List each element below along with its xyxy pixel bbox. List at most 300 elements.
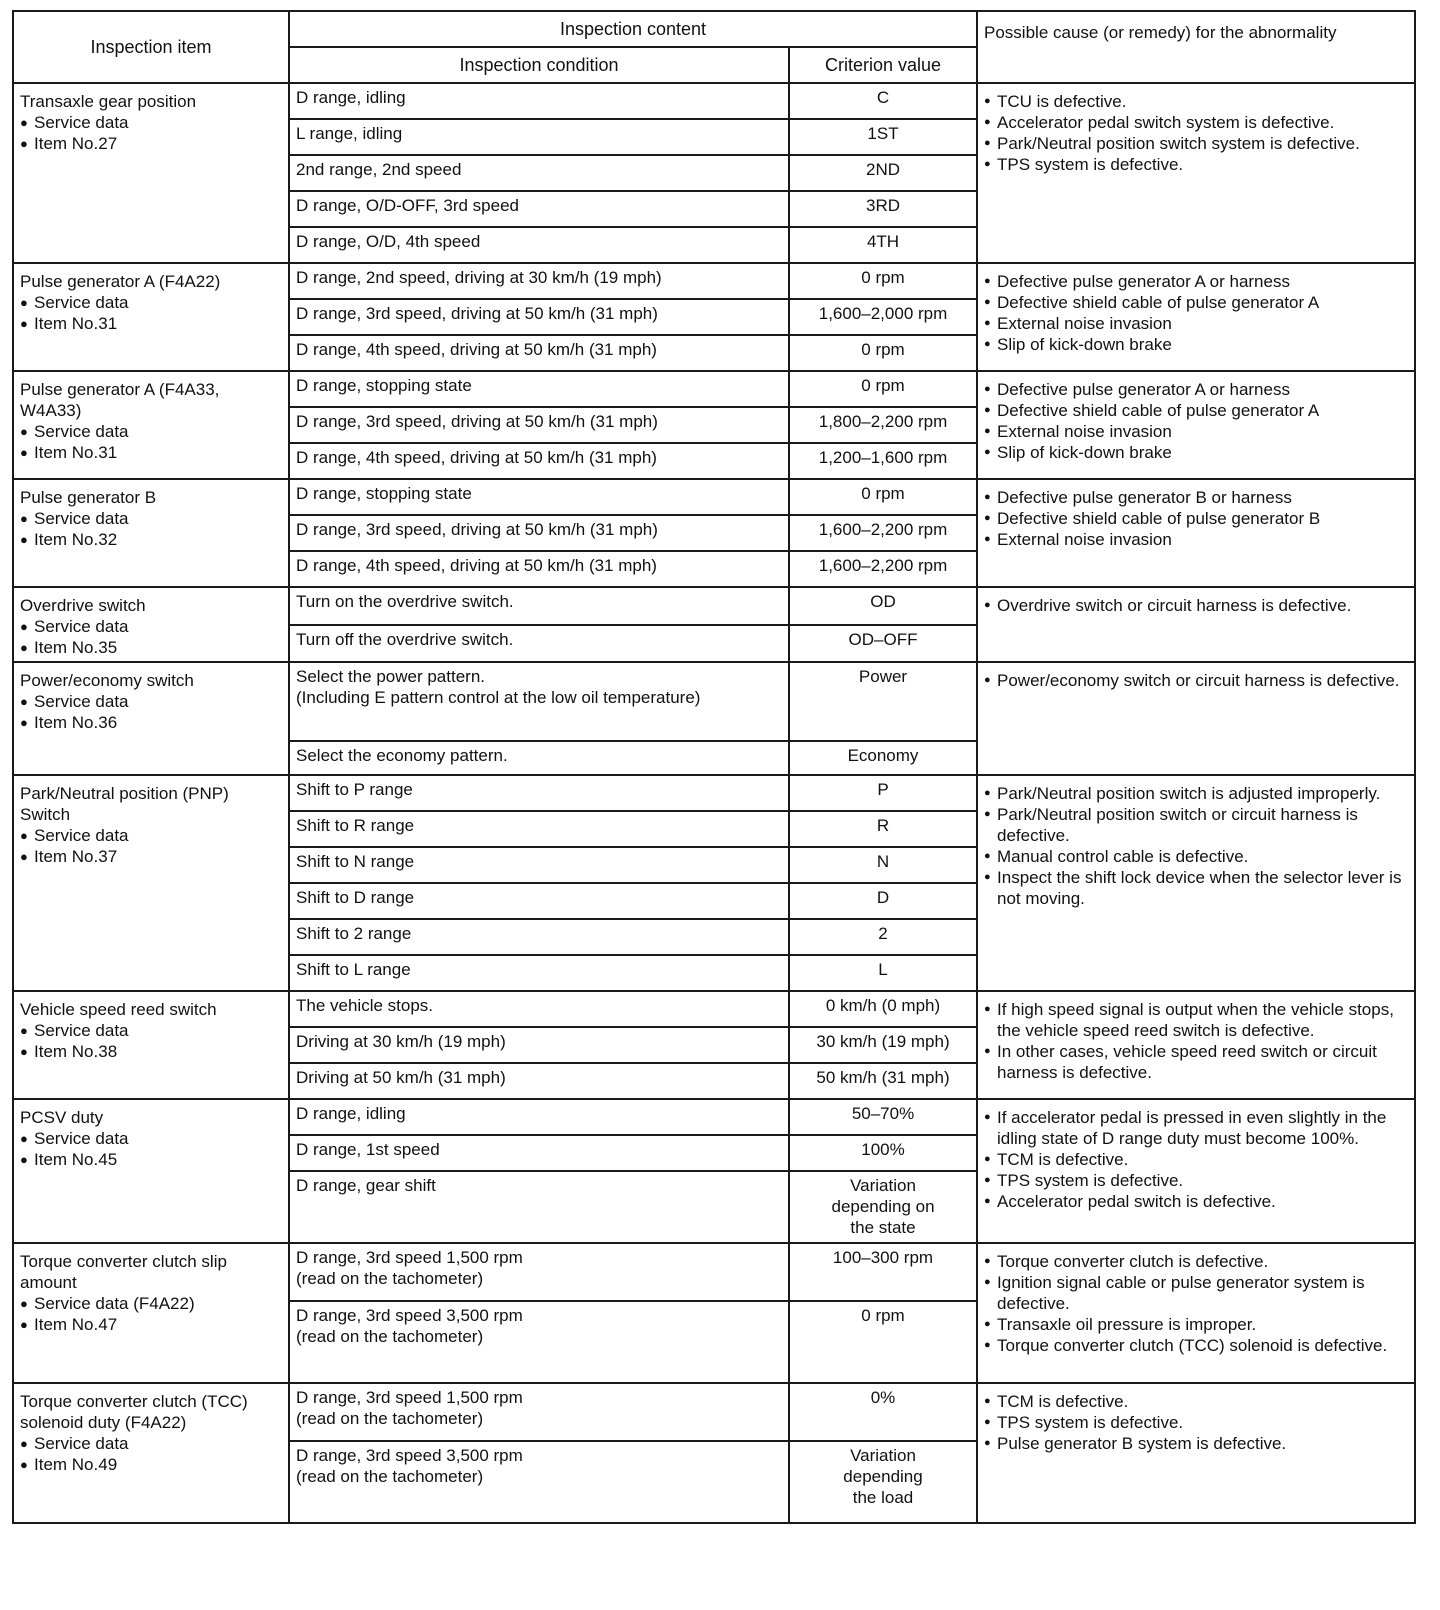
criterion-value-cell — [789, 1383, 977, 1441]
criterion-value-cell — [789, 587, 977, 625]
sub-text: Service data — [34, 509, 129, 528]
cause-item: ● Defective shield cable of pulse generator B — [984, 508, 1408, 529]
inspection-condition-cell — [289, 741, 789, 775]
inspection-item-title: Pulse generator A (F4A33, W4A33) — [20, 380, 220, 420]
criterion-value: 1,600–2,200 rpm — [818, 520, 948, 539]
inspection-item-sub — [20, 712, 282, 733]
cause-item: ● Inspect the shift lock device when the selector lever is not moving. — [984, 867, 1408, 909]
cause-item: ● Accelerator pedal switch system is defective. — [984, 112, 1408, 133]
criterion-value-cell — [789, 775, 977, 811]
cause-list — [984, 487, 1408, 550]
cause-item: ● TCM is defective. — [984, 1391, 1408, 1412]
inspection-condition-cell — [289, 625, 789, 663]
inspection-item-sub — [20, 112, 282, 133]
inspection-item-cell — [13, 662, 289, 775]
inspection-condition: Turn off the overdrive switch. — [296, 629, 514, 649]
inspection-item-sub — [20, 1293, 282, 1314]
sub-text: Item No.35 — [34, 638, 118, 657]
inspection-condition-cell — [289, 883, 789, 919]
sub-text: Service data — [34, 692, 129, 711]
cause-item: ● Torque converter clutch (TCC) solenoid is defective. — [984, 1335, 1408, 1356]
sub-text: Item No.36 — [34, 713, 118, 732]
criterion-value: 0 km/h (0 mph) — [825, 996, 941, 1015]
inspection-condition: Select the power pattern. (Including E pattern control at the low oil temperature) — [296, 667, 701, 707]
criterion-value-cell — [789, 335, 977, 371]
cause-item: ● If high speed signal is output when the vehicle stops, the vehicle speed reed switch is defective. — [984, 999, 1408, 1041]
inspection-condition: 2nd range, 2nd speed — [296, 160, 462, 179]
inspection-sheet — [12, 10, 1416, 1524]
inspection-condition-cell — [289, 551, 789, 587]
bullet-icon: ● — [20, 1131, 28, 1146]
inspection-condition: Driving at 50 km/h (31 mph) — [296, 1068, 506, 1087]
table-row — [13, 1383, 1415, 1441]
table-row — [13, 662, 1415, 741]
inspection-condition-cell — [289, 299, 789, 335]
bullet-icon: ● — [20, 1152, 28, 1167]
header-row-top — [13, 11, 1415, 47]
bullet-icon: ● — [20, 828, 28, 843]
table-row — [13, 775, 1415, 811]
inspection-condition-cell — [289, 662, 789, 741]
possible-cause-cell — [977, 371, 1415, 479]
inspection-item-sub — [20, 1454, 282, 1475]
bullet-icon: ● — [20, 115, 28, 130]
inspection-condition-cell — [289, 191, 789, 227]
inspection-condition-cell — [289, 1383, 789, 1441]
inspection-condition-cell — [289, 155, 789, 191]
inspection-condition: D range, 2nd speed, driving at 30 km/h (19 mph) — [296, 268, 662, 287]
table-body — [13, 83, 1415, 1523]
criterion-value: 0 rpm — [861, 268, 905, 287]
inspection-condition: Shift to 2 range — [296, 924, 412, 943]
criterion-value: 50 km/h (31 mph) — [816, 1068, 950, 1087]
inspection-condition-cell — [289, 1301, 789, 1383]
inspection-item-sub — [20, 1020, 282, 1041]
bullet-icon: ● — [20, 1023, 28, 1038]
cause-item: ● External noise invasion — [984, 529, 1408, 550]
criterion-value: 0 rpm — [861, 376, 905, 395]
cause-item: ● TPS system is defective. — [984, 1170, 1408, 1191]
header-inspection-condition: Inspection condition — [289, 47, 789, 83]
inspection-condition-cell — [289, 847, 789, 883]
inspection-item-sub — [20, 691, 282, 712]
bullet-icon: ● — [20, 1317, 28, 1332]
criterion-value-cell — [789, 662, 977, 741]
inspection-condition: D range, stopping state — [296, 484, 472, 503]
sub-text: Item No.37 — [34, 847, 118, 866]
bullet-icon: ● — [20, 445, 28, 460]
criterion-value-cell — [789, 299, 977, 335]
possible-cause-cell — [977, 83, 1415, 263]
inspection-condition: D range, 1st speed — [296, 1140, 440, 1159]
inspection-table — [12, 10, 1416, 1524]
criterion-value: 1,600–2,000 rpm — [818, 304, 948, 323]
inspection-condition-cell — [289, 407, 789, 443]
inspection-item-title: Pulse generator B — [20, 488, 157, 507]
inspection-condition-cell — [289, 443, 789, 479]
inspection-condition-cell — [289, 515, 789, 551]
criterion-value-cell — [789, 227, 977, 263]
inspection-condition-cell — [289, 775, 789, 811]
header-inspection-item: Inspection item — [13, 11, 289, 83]
criterion-value: 100% — [861, 1140, 905, 1159]
table-row — [13, 83, 1415, 119]
criterion-value: N — [876, 852, 890, 871]
inspection-item-title: Overdrive switch — [20, 596, 146, 615]
criterion-value-cell — [789, 1063, 977, 1099]
possible-cause-cell — [977, 991, 1415, 1099]
criterion-value: 1,800–2,200 rpm — [818, 412, 948, 431]
inspection-condition-cell — [289, 83, 789, 119]
inspection-item-sub — [20, 825, 282, 846]
sub-text: Service data — [34, 826, 129, 845]
sub-text: Item No.27 — [34, 134, 118, 153]
criterion-value-cell — [789, 155, 977, 191]
inspection-item-cell — [13, 83, 289, 263]
inspection-condition: Shift to D range — [296, 888, 415, 907]
cause-item: ● TCU is defective. — [984, 91, 1408, 112]
sub-text: Service data — [34, 113, 129, 132]
inspection-item-sub — [20, 637, 282, 658]
inspection-condition-cell — [289, 1135, 789, 1171]
table-row — [13, 371, 1415, 407]
cause-item: ● TPS system is defective. — [984, 1412, 1408, 1433]
sub-text: Service data — [34, 422, 129, 441]
inspection-item-title: Vehicle speed reed switch — [20, 1000, 217, 1019]
header-criterion-value: Criterion value — [789, 47, 977, 83]
inspection-condition: D range, 3rd speed 1,500 rpm (read on the tachometer) — [296, 1248, 523, 1288]
cause-item: ● Pulse generator B system is defective. — [984, 1433, 1408, 1454]
cause-list — [984, 1391, 1408, 1454]
inspection-condition-cell — [289, 1171, 789, 1243]
cause-list — [984, 783, 1408, 909]
sub-text: Item No.32 — [34, 530, 118, 549]
bullet-icon: ● — [20, 1044, 28, 1059]
criterion-value-cell — [789, 1441, 977, 1523]
criterion-value-cell — [789, 1027, 977, 1063]
inspection-condition: D range, 3rd speed 1,500 rpm (read on the tachometer) — [296, 1388, 523, 1428]
cause-list — [984, 1107, 1408, 1212]
inspection-item-sub — [20, 1314, 282, 1335]
bullet-icon: ● — [20, 1457, 28, 1472]
inspection-condition-cell — [289, 919, 789, 955]
bullet-icon: ● — [20, 424, 28, 439]
criterion-value-cell — [789, 847, 977, 883]
cause-item: ● TCM is defective. — [984, 1149, 1408, 1170]
cause-list — [984, 1251, 1408, 1356]
inspection-condition-cell — [289, 119, 789, 155]
criterion-value-cell — [789, 191, 977, 227]
cause-list — [984, 670, 1408, 691]
possible-cause-cell — [977, 479, 1415, 587]
cause-item: ● Slip of kick-down brake — [984, 442, 1408, 463]
sub-text: Item No.47 — [34, 1315, 118, 1334]
criterion-value: 0% — [870, 1388, 896, 1407]
criterion-value-cell — [789, 479, 977, 515]
criterion-value: D — [876, 888, 890, 907]
criterion-value: 1,200–1,600 rpm — [818, 448, 948, 467]
header-inspection-content: Inspection content — [289, 11, 977, 47]
cause-item: ● Manual control cable is defective. — [984, 846, 1408, 867]
inspection-item-sub — [20, 133, 282, 154]
sub-text: Service data — [34, 1434, 129, 1453]
inspection-condition-cell — [289, 1027, 789, 1063]
cause-list — [984, 595, 1408, 616]
inspection-item-sub — [20, 846, 282, 867]
criterion-value: R — [876, 816, 890, 835]
sub-text: Item No.38 — [34, 1042, 118, 1061]
cause-item: ● Defective pulse generator A or harness — [984, 271, 1408, 292]
bullet-icon: ● — [20, 511, 28, 526]
inspection-item-sub — [20, 313, 282, 334]
criterion-value-cell — [789, 371, 977, 407]
possible-cause-cell — [977, 263, 1415, 371]
inspection-item-sub — [20, 442, 282, 463]
inspection-item-title: PCSV duty — [20, 1108, 104, 1127]
cause-item: ● TPS system is defective. — [984, 154, 1408, 175]
possible-cause-cell — [977, 1243, 1415, 1383]
criterion-value: P — [877, 780, 889, 799]
inspection-condition-cell — [289, 991, 789, 1027]
table-row — [13, 991, 1415, 1027]
criterion-value: Variation depending on the state — [831, 1176, 935, 1237]
inspection-item-cell — [13, 371, 289, 479]
cause-list — [984, 91, 1408, 175]
criterion-value: 3RD — [866, 196, 901, 215]
inspection-condition: D range, gear shift — [296, 1176, 436, 1195]
criterion-value: 1ST — [867, 124, 899, 143]
inspection-item-sub — [20, 292, 282, 313]
sub-text: Service data — [34, 1021, 129, 1040]
inspection-condition-cell — [289, 479, 789, 515]
inspection-condition: Driving at 30 km/h (19 mph) — [296, 1032, 506, 1051]
cause-item: ● Defective shield cable of pulse generator A — [984, 292, 1408, 313]
bullet-icon: ● — [20, 1296, 28, 1311]
inspection-condition: D range, idling — [296, 88, 406, 107]
criterion-value-cell — [789, 1099, 977, 1135]
inspection-item-sub — [20, 508, 282, 529]
inspection-item-sub — [20, 421, 282, 442]
inspection-condition-cell — [289, 587, 789, 625]
criterion-value: Variation depending the load — [843, 1446, 923, 1507]
cause-item: ● Accelerator pedal switch is defective. — [984, 1191, 1408, 1212]
criterion-value: 0 rpm — [861, 340, 905, 359]
criterion-value: 0 rpm — [861, 484, 905, 503]
inspection-condition-cell — [289, 335, 789, 371]
table-row — [13, 263, 1415, 299]
inspection-item-title: Transaxle gear position — [20, 92, 197, 111]
cause-item: ● Park/Neutral position switch system is defective. — [984, 133, 1408, 154]
sub-text: Item No.49 — [34, 1455, 118, 1474]
inspection-condition-cell — [289, 1099, 789, 1135]
inspection-condition-cell — [289, 263, 789, 299]
inspection-item-sub — [20, 1433, 282, 1454]
bullet-icon: ● — [20, 849, 28, 864]
cause-item: ● In other cases, vehicle speed reed switch or circuit harness is defective. — [984, 1041, 1408, 1083]
criterion-value: 1,600–2,200 rpm — [818, 556, 948, 575]
cause-item: ● External noise invasion — [984, 421, 1408, 442]
table-row — [13, 479, 1415, 515]
bullet-icon: ● — [20, 136, 28, 151]
inspection-item-cell — [13, 1243, 289, 1383]
sub-text: Service data — [34, 293, 129, 312]
bullet-icon: ● — [20, 532, 28, 547]
criterion-value-cell — [789, 955, 977, 991]
inspection-condition: Shift to R range — [296, 816, 415, 835]
inspection-condition-cell — [289, 227, 789, 263]
bullet-icon: ● — [20, 715, 28, 730]
inspection-item-cell — [13, 479, 289, 587]
inspection-condition-cell — [289, 955, 789, 991]
criterion-value: 4TH — [866, 232, 900, 251]
inspection-condition: Turn on the overdrive switch. — [296, 592, 514, 611]
criterion-value: OD–OFF — [848, 629, 918, 649]
inspection-item-cell — [13, 1099, 289, 1243]
inspection-condition: D range, 4th speed, driving at 50 km/h (31 mph) — [296, 556, 657, 575]
inspection-condition: D range, 4th speed, driving at 50 km/h (31 mph) — [296, 340, 657, 359]
cause-item: ● Defective pulse generator B or harness — [984, 487, 1408, 508]
inspection-condition: D range, 3rd speed 3,500 rpm (read on the tachometer) — [296, 1446, 523, 1486]
sub-text: Item No.31 — [34, 443, 118, 462]
cause-list — [984, 999, 1408, 1083]
bullet-icon: ● — [20, 1436, 28, 1451]
bullet-icon: ● — [20, 640, 28, 655]
inspection-item-title: Torque converter clutch slip amount — [20, 1252, 227, 1292]
criterion-value-cell — [789, 551, 977, 587]
inspection-item-title: Power/economy switch — [20, 671, 194, 690]
inspection-item-cell — [13, 587, 289, 662]
bullet-icon: ● — [20, 316, 28, 331]
inspection-item-sub — [20, 616, 282, 637]
cause-item: ● Park/Neutral position switch is adjusted improperly. — [984, 783, 1408, 804]
inspection-item-sub — [20, 1149, 282, 1170]
criterion-value: L — [878, 960, 888, 979]
cause-list — [984, 271, 1408, 355]
cause-item: ● Overdrive switch or circuit harness is defective. — [984, 595, 1408, 616]
inspection-condition-cell — [289, 1063, 789, 1099]
criterion-value: 50–70% — [851, 1104, 915, 1123]
cause-item: ● Defective pulse generator A or harness — [984, 379, 1408, 400]
possible-cause-cell — [977, 775, 1415, 991]
sub-text: Item No.31 — [34, 314, 118, 333]
criterion-value-cell — [789, 919, 977, 955]
inspection-condition-cell — [289, 1441, 789, 1523]
inspection-condition: D range, 3rd speed, driving at 50 km/h (31 mph) — [296, 520, 658, 539]
cause-item: ● Power/economy switch or circuit harness is defective. — [984, 670, 1408, 691]
inspection-condition: Select the economy pattern. — [296, 746, 508, 765]
header-possible-cause: Possible cause (or remedy) for the abnormality — [977, 11, 1415, 83]
bullet-icon: ● — [20, 295, 28, 310]
criterion-value-cell — [789, 263, 977, 299]
cause-item: ● Ignition signal cable or pulse generator system is defective. — [984, 1272, 1408, 1314]
criterion-value-cell — [789, 443, 977, 479]
possible-cause-cell — [977, 1383, 1415, 1523]
inspection-condition: D range, 4th speed, driving at 50 km/h (31 mph) — [296, 448, 657, 467]
criterion-value-cell — [789, 741, 977, 775]
inspection-condition: D range, 3rd speed 3,500 rpm (read on the tachometer) — [296, 1306, 523, 1346]
criterion-value-cell — [789, 515, 977, 551]
criterion-value: 2ND — [866, 160, 901, 179]
inspection-condition-cell — [289, 811, 789, 847]
table-row — [13, 1243, 1415, 1301]
criterion-value-cell — [789, 1135, 977, 1171]
inspection-condition: D range, O/D-OFF, 3rd speed — [296, 196, 519, 215]
inspection-item-sub — [20, 529, 282, 550]
bullet-icon: ● — [20, 694, 28, 709]
inspection-item-sub — [20, 1128, 282, 1149]
sub-text: Service data (F4A22) — [34, 1294, 195, 1313]
inspection-condition: D range, idling — [296, 1104, 406, 1123]
criterion-value: OD — [870, 592, 896, 611]
criterion-value-cell — [789, 1171, 977, 1243]
sub-text: Item No.45 — [34, 1150, 118, 1169]
criterion-value-cell — [789, 625, 977, 663]
criterion-value-cell — [789, 407, 977, 443]
criterion-value-cell — [789, 1243, 977, 1301]
cause-list — [984, 379, 1408, 463]
inspection-item-sub — [20, 1041, 282, 1062]
inspection-condition: D range, stopping state — [296, 376, 472, 395]
table-row — [13, 1099, 1415, 1135]
criterion-value-cell — [789, 83, 977, 119]
cause-item: ● Transaxle oil pressure is improper. — [984, 1314, 1408, 1335]
inspection-condition: D range, O/D, 4th speed — [296, 232, 481, 251]
criterion-value: Power — [858, 667, 908, 686]
inspection-condition: The vehicle stops. — [296, 996, 434, 1015]
criterion-value: Economy — [847, 746, 919, 765]
cause-item: ● Defective shield cable of pulse generator A — [984, 400, 1408, 421]
possible-cause-cell — [977, 662, 1415, 775]
inspection-condition-cell — [289, 1243, 789, 1301]
inspection-item-cell — [13, 1383, 289, 1523]
criterion-value-cell — [789, 991, 977, 1027]
inspection-item-title: Park/Neutral position (PNP) Switch — [20, 784, 229, 824]
criterion-value-cell — [789, 119, 977, 155]
inspection-condition: D range, 3rd speed, driving at 50 km/h (31 mph) — [296, 412, 658, 431]
inspection-item-title: Torque converter clutch (TCC) solenoid duty (F4A22) — [20, 1392, 248, 1432]
inspection-condition: L range, idling — [296, 124, 403, 143]
criterion-value: C — [876, 88, 890, 107]
cause-item: ● Park/Neutral position switch or circuit harness is defective. — [984, 804, 1408, 846]
inspection-item-cell — [13, 263, 289, 371]
inspection-item-cell — [13, 991, 289, 1099]
inspection-condition: D range, 3rd speed, driving at 50 km/h (31 mph) — [296, 304, 658, 323]
criterion-value-cell — [789, 1301, 977, 1383]
criterion-value: 100–300 rpm — [832, 1248, 934, 1267]
bullet-icon: ● — [20, 619, 28, 634]
criterion-value: 30 km/h (19 mph) — [816, 1032, 950, 1051]
possible-cause-cell — [977, 1099, 1415, 1243]
criterion-value: 0 rpm — [861, 1306, 905, 1325]
inspection-item-cell — [13, 775, 289, 991]
cause-item: ● If accelerator pedal is pressed in even slightly in the idling state of D range duty must become 100%. — [984, 1107, 1408, 1149]
cause-item: ● Slip of kick-down brake — [984, 334, 1408, 355]
table-row — [13, 587, 1415, 625]
sub-text: Service data — [34, 617, 129, 636]
cause-item: ● Torque converter clutch is defective. — [984, 1251, 1408, 1272]
inspection-condition: Shift to L range — [296, 960, 411, 979]
sub-text: Service data — [34, 1129, 129, 1148]
possible-cause-cell — [977, 587, 1415, 662]
inspection-condition: Shift to P range — [296, 780, 413, 799]
inspection-condition-cell — [289, 371, 789, 407]
inspection-condition: Shift to N range — [296, 852, 415, 871]
criterion-value-cell — [789, 811, 977, 847]
inspection-item-title: Pulse generator A (F4A22) — [20, 272, 221, 291]
cause-item: ● External noise invasion — [984, 313, 1408, 334]
criterion-value: 2 — [878, 924, 888, 943]
criterion-value-cell — [789, 883, 977, 919]
